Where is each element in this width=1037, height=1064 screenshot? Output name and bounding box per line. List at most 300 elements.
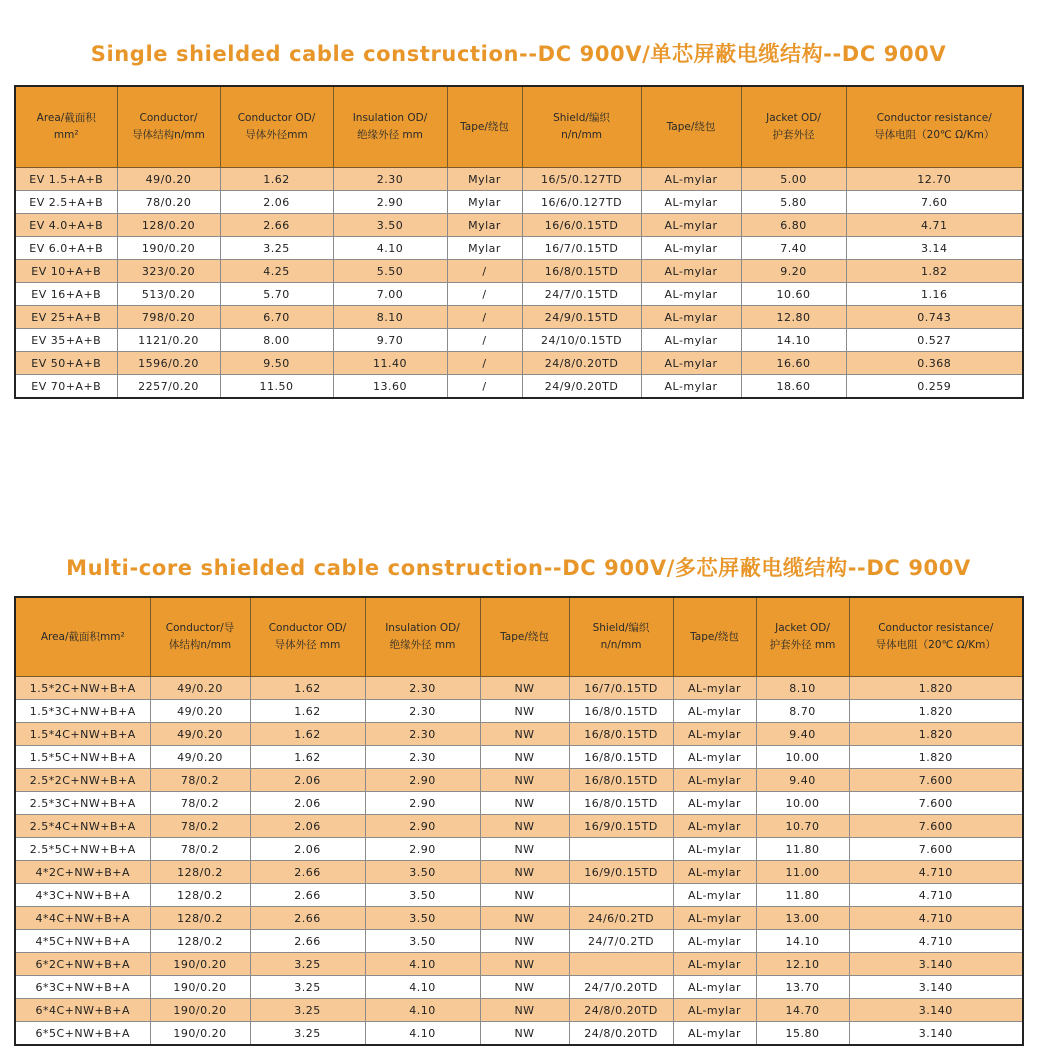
- table-row: [15, 815, 1023, 838]
- table-cell: /: [447, 375, 522, 399]
- table-cell: 6.70: [220, 306, 333, 329]
- table-cell: NW: [480, 815, 569, 838]
- column-header-text: Conductor OD/: [268, 622, 347, 634]
- table-cell: 7.600: [849, 769, 1023, 792]
- column-header-text: Insulation OD/: [385, 622, 460, 634]
- table-cell: 24/7/0.20TD: [569, 976, 673, 999]
- table-cell: 2.30: [365, 700, 480, 723]
- column-header-text: 导体外径mm: [245, 129, 308, 141]
- table-cell: 9.40: [756, 723, 849, 746]
- table-cell: 24/8/0.20TD: [569, 1022, 673, 1046]
- table-cell: 7.600: [849, 838, 1023, 861]
- column-header-text: mm²: [53, 129, 79, 141]
- table-cell: AL-mylar: [673, 815, 756, 838]
- table-cell: 1121/0.20: [117, 329, 220, 352]
- table-cell: 24/9/0.20TD: [522, 375, 641, 399]
- column-header-text: Insulation OD/: [352, 112, 428, 124]
- table-cell: EV 10+A+B: [15, 260, 117, 283]
- table-row: [15, 769, 1023, 792]
- table-cell: 9.70: [333, 329, 447, 352]
- table-cell: 16.60: [741, 352, 846, 375]
- table-cell: 2.30: [365, 746, 480, 769]
- column-header: [150, 597, 250, 677]
- column-header: [365, 597, 480, 677]
- table-cell: EV 16+A+B: [15, 283, 117, 306]
- table-cell: 2.06: [250, 838, 365, 861]
- table-cell: EV 2.5+A+B: [15, 191, 117, 214]
- table-cell: 3.14: [846, 237, 1023, 260]
- column-header-text: Conductor resistance/: [878, 622, 994, 634]
- table-cell: 78/0.2: [150, 838, 250, 861]
- table-cell: 128/0.2: [150, 930, 250, 953]
- column-header-text: Shield/编织: [553, 112, 610, 124]
- table-cell: 16/9/0.15TD: [569, 815, 673, 838]
- table-cell: AL-mylar: [641, 191, 741, 214]
- table-cell: 1.16: [846, 283, 1023, 306]
- table-cell: /: [447, 260, 522, 283]
- table-cell: EV 1.5+A+B: [15, 168, 117, 191]
- table-cell: AL-mylar: [641, 375, 741, 399]
- table-cell: 24/7/0.15TD: [522, 283, 641, 306]
- table-cell: 0.259: [846, 375, 1023, 399]
- table-cell: Mylar: [447, 214, 522, 237]
- table-cell: 2.90: [365, 838, 480, 861]
- multi-core-table-title: Multi-core shielded cable construction--DC 900V/多芯屏蔽电缆结构--DC 900V: [66, 556, 971, 580]
- column-header: [673, 597, 756, 677]
- table-cell: 9.40: [756, 769, 849, 792]
- table-cell: 2.30: [365, 723, 480, 746]
- column-header: [15, 86, 117, 168]
- table-row: [15, 237, 1023, 260]
- column-header-text: Tape/绕包: [666, 120, 716, 133]
- table-cell: 4.10: [365, 999, 480, 1022]
- table-cell: AL-mylar: [673, 700, 756, 723]
- table-cell: 11.40: [333, 352, 447, 375]
- table-cell: 4.710: [849, 884, 1023, 907]
- table-cell: 513/0.20: [117, 283, 220, 306]
- table-cell: 3.50: [365, 907, 480, 930]
- table-cell: 3.25: [250, 976, 365, 999]
- table-cell: 10.60: [741, 283, 846, 306]
- table-cell: 16/8/0.15TD: [569, 769, 673, 792]
- table-cell: 2.90: [365, 815, 480, 838]
- table-row: [15, 861, 1023, 884]
- table-cell: AL-mylar: [673, 976, 756, 999]
- table-cell: 3.25: [250, 1022, 365, 1046]
- table-header-row: [15, 597, 1023, 677]
- table-cell: 24/6/0.2TD: [569, 907, 673, 930]
- table-cell: 3.140: [849, 953, 1023, 976]
- table-cell: 2257/0.20: [117, 375, 220, 399]
- table-cell: [569, 953, 673, 976]
- column-header-text: 导体结构n/mm: [132, 129, 205, 141]
- table-cell: NW: [480, 976, 569, 999]
- table-cell: 190/0.20: [150, 976, 250, 999]
- table-row: [15, 700, 1023, 723]
- table-cell: 6*4C+NW+B+A: [15, 999, 150, 1022]
- table-cell: NW: [480, 677, 569, 700]
- table-row: [15, 306, 1023, 329]
- table-cell: 4.25: [220, 260, 333, 283]
- table-cell: [569, 838, 673, 861]
- table-cell: 7.600: [849, 792, 1023, 815]
- table-cell: 7.00: [333, 283, 447, 306]
- table-cell: 4.10: [333, 237, 447, 260]
- table-cell: 10.00: [756, 792, 849, 815]
- table-cell: AL-mylar: [673, 861, 756, 884]
- column-header: [117, 86, 220, 168]
- table-cell: 2.5*2C+NW+B+A: [15, 769, 150, 792]
- table-cell: 2.90: [365, 769, 480, 792]
- table-cell: 190/0.20: [150, 953, 250, 976]
- table-row: [15, 838, 1023, 861]
- table-cell: 49/0.20: [117, 168, 220, 191]
- table-cell: 4*3C+NW+B+A: [15, 884, 150, 907]
- table-cell: 14.10: [756, 930, 849, 953]
- table-cell: 1.5*3C+NW+B+A: [15, 700, 150, 723]
- column-header-text: Conductor/: [139, 112, 198, 124]
- column-header-text: n/n/mm: [600, 639, 642, 651]
- table-cell: 14.10: [741, 329, 846, 352]
- table-cell: AL-mylar: [673, 723, 756, 746]
- column-header-text: n/n/mm: [561, 129, 602, 141]
- table-cell: 2.66: [250, 930, 365, 953]
- table-cell: /: [447, 283, 522, 306]
- column-header: [569, 597, 673, 677]
- table-cell: 16/8/0.15TD: [569, 746, 673, 769]
- column-header-text: Conductor OD/: [237, 112, 316, 124]
- table-cell: AL-mylar: [673, 769, 756, 792]
- table-cell: 3.25: [250, 953, 365, 976]
- table-cell: EV 70+A+B: [15, 375, 117, 399]
- table-cell: 49/0.20: [150, 677, 250, 700]
- table-cell: 12.70: [846, 168, 1023, 191]
- table-cell: 8.70: [756, 700, 849, 723]
- table-cell: EV 25+A+B: [15, 306, 117, 329]
- column-header: [220, 86, 333, 168]
- table-row: [15, 260, 1023, 283]
- table-cell: 2.66: [250, 861, 365, 884]
- table-cell: NW: [480, 999, 569, 1022]
- table-cell: 3.140: [849, 999, 1023, 1022]
- table-cell: AL-mylar: [641, 237, 741, 260]
- table-cell: /: [447, 352, 522, 375]
- column-header-text: Conductor resistance/: [876, 112, 992, 124]
- table-cell: 13.70: [756, 976, 849, 999]
- table-cell: NW: [480, 723, 569, 746]
- table-cell: 16/8/0.15TD: [569, 700, 673, 723]
- table-row: [15, 746, 1023, 769]
- table-cell: 4.71: [846, 214, 1023, 237]
- table-cell: AL-mylar: [641, 306, 741, 329]
- table-cell: 7.600: [849, 815, 1023, 838]
- table-cell: 3.25: [250, 999, 365, 1022]
- table-cell: 190/0.20: [150, 1022, 250, 1046]
- column-header-text: Tape/绕包: [460, 120, 509, 133]
- table-row: [15, 930, 1023, 953]
- table-row: [15, 999, 1023, 1022]
- table-cell: EV 50+A+B: [15, 352, 117, 375]
- table-cell: NW: [480, 746, 569, 769]
- column-header: [250, 597, 365, 677]
- table-cell: 15.80: [756, 1022, 849, 1046]
- table-cell: 1.5*4C+NW+B+A: [15, 723, 150, 746]
- table-cell: 24/8/0.20TD: [569, 999, 673, 1022]
- table-cell: 78/0.2: [150, 815, 250, 838]
- table-cell: 2.06: [220, 191, 333, 214]
- table-cell: 5.70: [220, 283, 333, 306]
- table-row: [15, 191, 1023, 214]
- table-cell: AL-mylar: [641, 168, 741, 191]
- table-cell: 78/0.20: [117, 191, 220, 214]
- table-cell: NW: [480, 792, 569, 815]
- table-cell: 16/9/0.15TD: [569, 861, 673, 884]
- table-cell: 2.66: [220, 214, 333, 237]
- table-cell: 11.00: [756, 861, 849, 884]
- table-row: [15, 976, 1023, 999]
- table-cell: 3.50: [365, 884, 480, 907]
- table-cell: 1.5*5C+NW+B+A: [15, 746, 150, 769]
- table-cell: 24/8/0.20TD: [522, 352, 641, 375]
- table-cell: 16/6/0.15TD: [522, 214, 641, 237]
- table-cell: 1.820: [849, 746, 1023, 769]
- table-cell: 323/0.20: [117, 260, 220, 283]
- table-cell: 4.710: [849, 907, 1023, 930]
- table-cell: 3.140: [849, 976, 1023, 999]
- table-cell: 6.80: [741, 214, 846, 237]
- table-cell: AL-mylar: [673, 838, 756, 861]
- table-cell: 11.50: [220, 375, 333, 399]
- table-cell: 1.820: [849, 723, 1023, 746]
- table-cell: EV 4.0+A+B: [15, 214, 117, 237]
- table-cell: /: [447, 329, 522, 352]
- table-cell: 2.66: [250, 907, 365, 930]
- table-cell: 2.5*5C+NW+B+A: [15, 838, 150, 861]
- table-cell: AL-mylar: [673, 677, 756, 700]
- table-row: [15, 677, 1023, 700]
- table-cell: 798/0.20: [117, 306, 220, 329]
- table-cell: 24/7/0.2TD: [569, 930, 673, 953]
- table-cell: 7.60: [846, 191, 1023, 214]
- table-row: [15, 1022, 1023, 1046]
- table-cell: 9.20: [741, 260, 846, 283]
- table-row: [15, 168, 1023, 191]
- table-cell: AL-mylar: [641, 283, 741, 306]
- table-cell: EV 6.0+A+B: [15, 237, 117, 260]
- table-cell: Mylar: [447, 191, 522, 214]
- table-cell: 2.5*3C+NW+B+A: [15, 792, 150, 815]
- table-cell: AL-mylar: [673, 884, 756, 907]
- table-cell: 11.80: [756, 884, 849, 907]
- table-cell: NW: [480, 930, 569, 953]
- column-header-text: Tape/绕包: [500, 630, 549, 643]
- table-cell: 16/6/0.127TD: [522, 191, 641, 214]
- table-cell: 6*2C+NW+B+A: [15, 953, 150, 976]
- single-core-table-title: Single shielded cable construction--DC 900V/单芯屏蔽电缆结构--DC 900V: [90, 42, 947, 66]
- table-cell: 8.10: [333, 306, 447, 329]
- column-header: [447, 86, 522, 168]
- table-cell: 1.5*2C+NW+B+A: [15, 677, 150, 700]
- table-cell: 128/0.2: [150, 861, 250, 884]
- table-cell: 3.50: [333, 214, 447, 237]
- table-cell: [569, 884, 673, 907]
- table-cell: 128/0.2: [150, 907, 250, 930]
- table-cell: 78/0.2: [150, 792, 250, 815]
- column-header: [15, 597, 150, 677]
- table-cell: 24/9/0.15TD: [522, 306, 641, 329]
- table-cell: 2.30: [365, 677, 480, 700]
- column-header: [480, 597, 569, 677]
- table-cell: 128/0.20: [117, 214, 220, 237]
- column-header-text: Conductor/导: [165, 622, 235, 634]
- table-cell: 14.70: [756, 999, 849, 1022]
- column-header: [756, 597, 849, 677]
- table-cell: 1.62: [250, 746, 365, 769]
- table-cell: 9.50: [220, 352, 333, 375]
- table-cell: NW: [480, 861, 569, 884]
- table-row: [15, 375, 1023, 399]
- table-cell: 1.62: [250, 677, 365, 700]
- table-cell: 0.368: [846, 352, 1023, 375]
- table-cell: 8.10: [756, 677, 849, 700]
- column-header-text: 导体外径 mm: [274, 639, 341, 651]
- table-cell: AL-mylar: [673, 792, 756, 815]
- table-cell: 49/0.20: [150, 746, 250, 769]
- table-cell: 16/7/0.15TD: [522, 237, 641, 260]
- table-cell: 3.25: [220, 237, 333, 260]
- column-header-text: Jacket OD/: [766, 112, 821, 124]
- table-cell: AL-mylar: [673, 999, 756, 1022]
- table-cell: 4*4C+NW+B+A: [15, 907, 150, 930]
- table-cell: 190/0.20: [117, 237, 220, 260]
- table-row: [15, 352, 1023, 375]
- table-cell: 6*3C+NW+B+A: [15, 976, 150, 999]
- table-cell: 16/8/0.15TD: [522, 260, 641, 283]
- table-cell: 8.00: [220, 329, 333, 352]
- table-cell: AL-mylar: [673, 746, 756, 769]
- table-cell: Mylar: [447, 168, 522, 191]
- column-header-text: 绝缘外径 mm: [389, 639, 456, 651]
- table-cell: 2.06: [250, 792, 365, 815]
- table-cell: /: [447, 306, 522, 329]
- table-cell: 1.62: [250, 700, 365, 723]
- column-header: [522, 86, 641, 168]
- table-cell: 3.50: [365, 930, 480, 953]
- column-header-text: Shield/编织: [592, 622, 650, 634]
- table-cell: 4.10: [365, 976, 480, 999]
- column-header-text: Jacket OD/: [775, 622, 830, 634]
- table-cell: 16/8/0.15TD: [569, 723, 673, 746]
- table-cell: AL-mylar: [641, 214, 741, 237]
- table-cell: 4*2C+NW+B+A: [15, 861, 150, 884]
- column-header-text: 护套外径: [772, 129, 815, 141]
- table-cell: 5.50: [333, 260, 447, 283]
- column-header: [849, 597, 1023, 677]
- table-cell: NW: [480, 907, 569, 930]
- table-cell: 16/5/0.127TD: [522, 168, 641, 191]
- table-cell: 10.70: [756, 815, 849, 838]
- table-cell: Mylar: [447, 237, 522, 260]
- column-header: [846, 86, 1023, 168]
- table-cell: 49/0.20: [150, 723, 250, 746]
- table-cell: 78/0.2: [150, 769, 250, 792]
- table-cell: AL-mylar: [641, 352, 741, 375]
- table-cell: 5.00: [741, 168, 846, 191]
- column-header-text: Area/截面积mm²: [40, 630, 125, 643]
- table-cell: 2.66: [250, 884, 365, 907]
- table-cell: 2.06: [250, 815, 365, 838]
- table-cell: AL-mylar: [641, 260, 741, 283]
- table-cell: AL-mylar: [673, 953, 756, 976]
- table-cell: 2.30: [333, 168, 447, 191]
- table-cell: 13.60: [333, 375, 447, 399]
- column-header: [741, 86, 846, 168]
- table-cell: 1596/0.20: [117, 352, 220, 375]
- table-cell: 2.90: [365, 792, 480, 815]
- table-cell: 4.710: [849, 861, 1023, 884]
- table-cell: 0.527: [846, 329, 1023, 352]
- table-cell: NW: [480, 769, 569, 792]
- table-cell: 3.50: [365, 861, 480, 884]
- table-cell: 12.10: [756, 953, 849, 976]
- table-cell: EV 35+A+B: [15, 329, 117, 352]
- table-cell: AL-mylar: [673, 930, 756, 953]
- table-cell: 16/7/0.15TD: [569, 677, 673, 700]
- table-cell: 16/8/0.15TD: [569, 792, 673, 815]
- table-cell: 1.820: [849, 700, 1023, 723]
- table-row: [15, 953, 1023, 976]
- table-cell: 5.80: [741, 191, 846, 214]
- table-cell: NW: [480, 953, 569, 976]
- table-row: [15, 214, 1023, 237]
- table-row: [15, 723, 1023, 746]
- table-row: [15, 792, 1023, 815]
- table-cell: 4.10: [365, 1022, 480, 1046]
- table-row: [15, 884, 1023, 907]
- column-header-text: 导体电阻（20℃ Ω/Km）: [875, 639, 996, 651]
- table-cell: NW: [480, 838, 569, 861]
- table-cell: 128/0.2: [150, 884, 250, 907]
- table-cell: 1.820: [849, 677, 1023, 700]
- table-cell: 1.82: [846, 260, 1023, 283]
- table-cell: 2.06: [250, 769, 365, 792]
- multi-core-cable-table: [14, 596, 1024, 1046]
- table-cell: 49/0.20: [150, 700, 250, 723]
- table-cell: 18.60: [741, 375, 846, 399]
- table-row: [15, 329, 1023, 352]
- table-row: [15, 283, 1023, 306]
- column-header: [333, 86, 447, 168]
- column-header: [641, 86, 741, 168]
- table-cell: 4*5C+NW+B+A: [15, 930, 150, 953]
- table-cell: NW: [480, 884, 569, 907]
- table-cell: 0.743: [846, 306, 1023, 329]
- table-cell: AL-mylar: [641, 329, 741, 352]
- table-cell: 10.00: [756, 746, 849, 769]
- table-cell: 190/0.20: [150, 999, 250, 1022]
- table-cell: 4.710: [849, 930, 1023, 953]
- table-header-row: [15, 86, 1023, 168]
- table-cell: 12.80: [741, 306, 846, 329]
- column-header-text: 绝缘外径 mm: [357, 129, 423, 141]
- table-cell: 13.00: [756, 907, 849, 930]
- table-cell: 6*5C+NW+B+A: [15, 1022, 150, 1046]
- table-cell: 11.80: [756, 838, 849, 861]
- column-header-text: Tape/绕包: [690, 630, 739, 643]
- column-header-text: 体结构n/mm: [168, 639, 232, 651]
- table-cell: 1.62: [220, 168, 333, 191]
- table-row: [15, 907, 1023, 930]
